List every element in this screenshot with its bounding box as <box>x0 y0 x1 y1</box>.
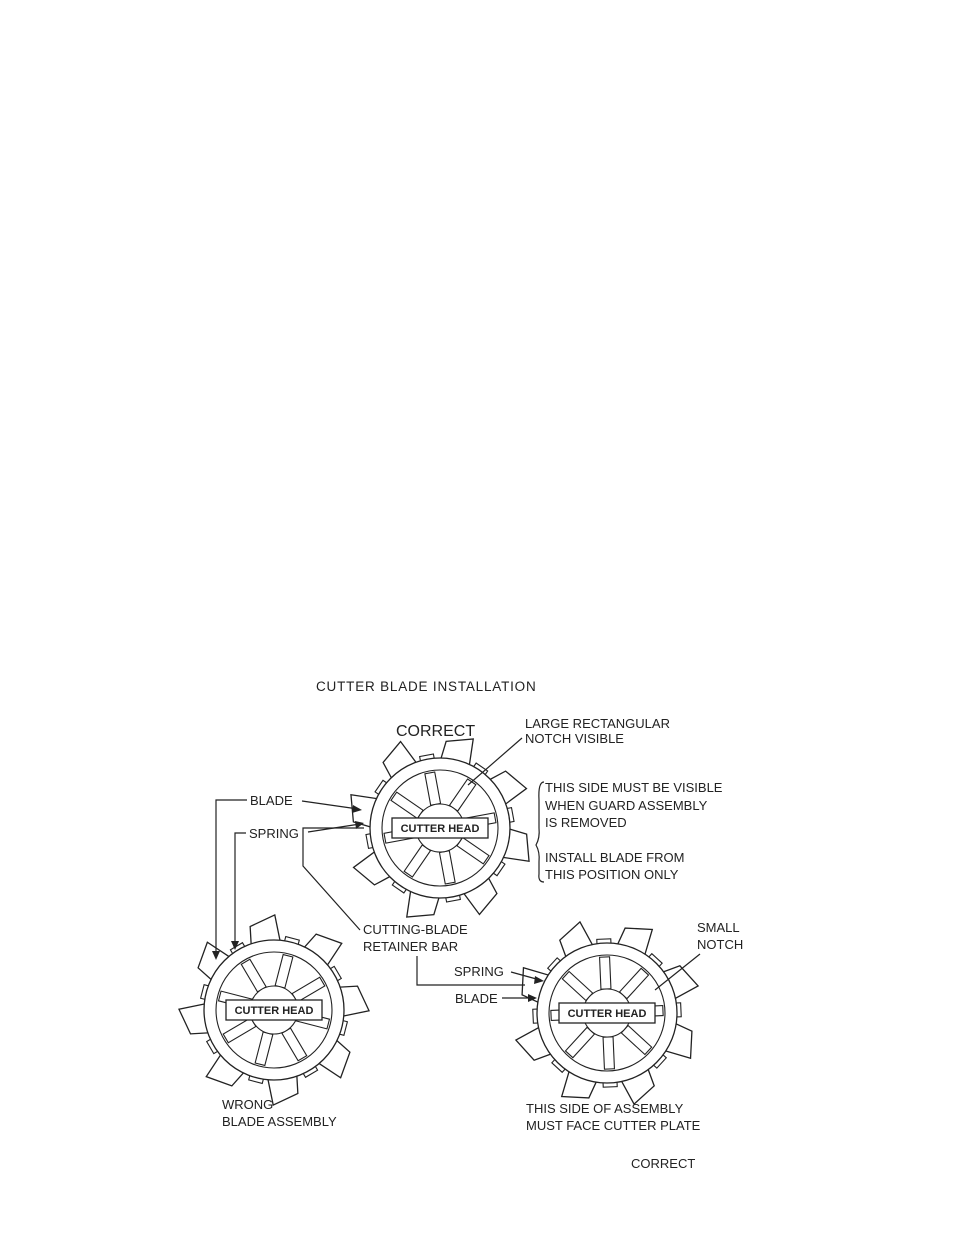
side-visible-line3: IS REMOVED <box>545 815 627 830</box>
spring-label-right: SPRING <box>454 964 504 979</box>
large-notch-label-line2: NOTCH VISIBLE <box>525 731 624 746</box>
hub-spoke <box>600 957 611 989</box>
blade-label-right: BLADE <box>455 991 498 1006</box>
diagram-title: CUTTER BLADE INSTALLATION <box>316 679 537 694</box>
wrong-caption-line1: WRONG <box>222 1097 274 1112</box>
face-plate-caption-line1: THIS SIDE OF ASSEMBLY <box>526 1101 684 1116</box>
spring-label-left: SPRING <box>249 826 299 841</box>
hub-spoke <box>603 1037 614 1069</box>
install-line1: INSTALL BLADE FROM <box>545 850 685 865</box>
retainer-leader-top <box>303 828 364 930</box>
correct-label-bottom: CORRECT <box>631 1156 696 1171</box>
side-visible-line2: WHEN GUARD ASSEMBLY <box>545 798 708 813</box>
cutter-head-assembly-bottom-right <box>514 920 700 1106</box>
cutter-head-label: CUTTER HEAD <box>400 823 480 835</box>
retainer-bar-label-line1: CUTTING-BLADE <box>363 922 468 937</box>
spring-callout-line <box>235 833 246 945</box>
visible-side-bracket <box>536 782 544 882</box>
blade-callout-line <box>216 800 247 955</box>
wrong-caption-line2: BLADE ASSEMBLY <box>222 1114 337 1129</box>
correct-label-top: CORRECT <box>396 723 476 740</box>
cutter-head-label: CUTTER HEAD <box>234 1005 314 1017</box>
small-notch-label-line1: SMALL <box>697 920 740 935</box>
install-line2: THIS POSITION ONLY <box>545 867 679 882</box>
retainer-bar-label-line2: RETAINER BAR <box>363 939 459 954</box>
cutter-head-assembly-wrong <box>179 915 370 1106</box>
face-plate-caption-line2: MUST FACE CUTTER PLATE <box>526 1118 701 1133</box>
blade-leader-top <box>302 801 358 809</box>
large-notch-label-line1: LARGE RECTANGULAR <box>525 716 670 731</box>
cutter-head-assembly-top <box>345 733 535 923</box>
cutter-head-label: CUTTER HEAD <box>567 1008 647 1020</box>
blade-label-left: BLADE <box>250 793 293 808</box>
side-visible-line1: THIS SIDE MUST BE VISIBLE <box>545 780 723 795</box>
small-notch-label-line2: NOTCH <box>697 937 744 952</box>
